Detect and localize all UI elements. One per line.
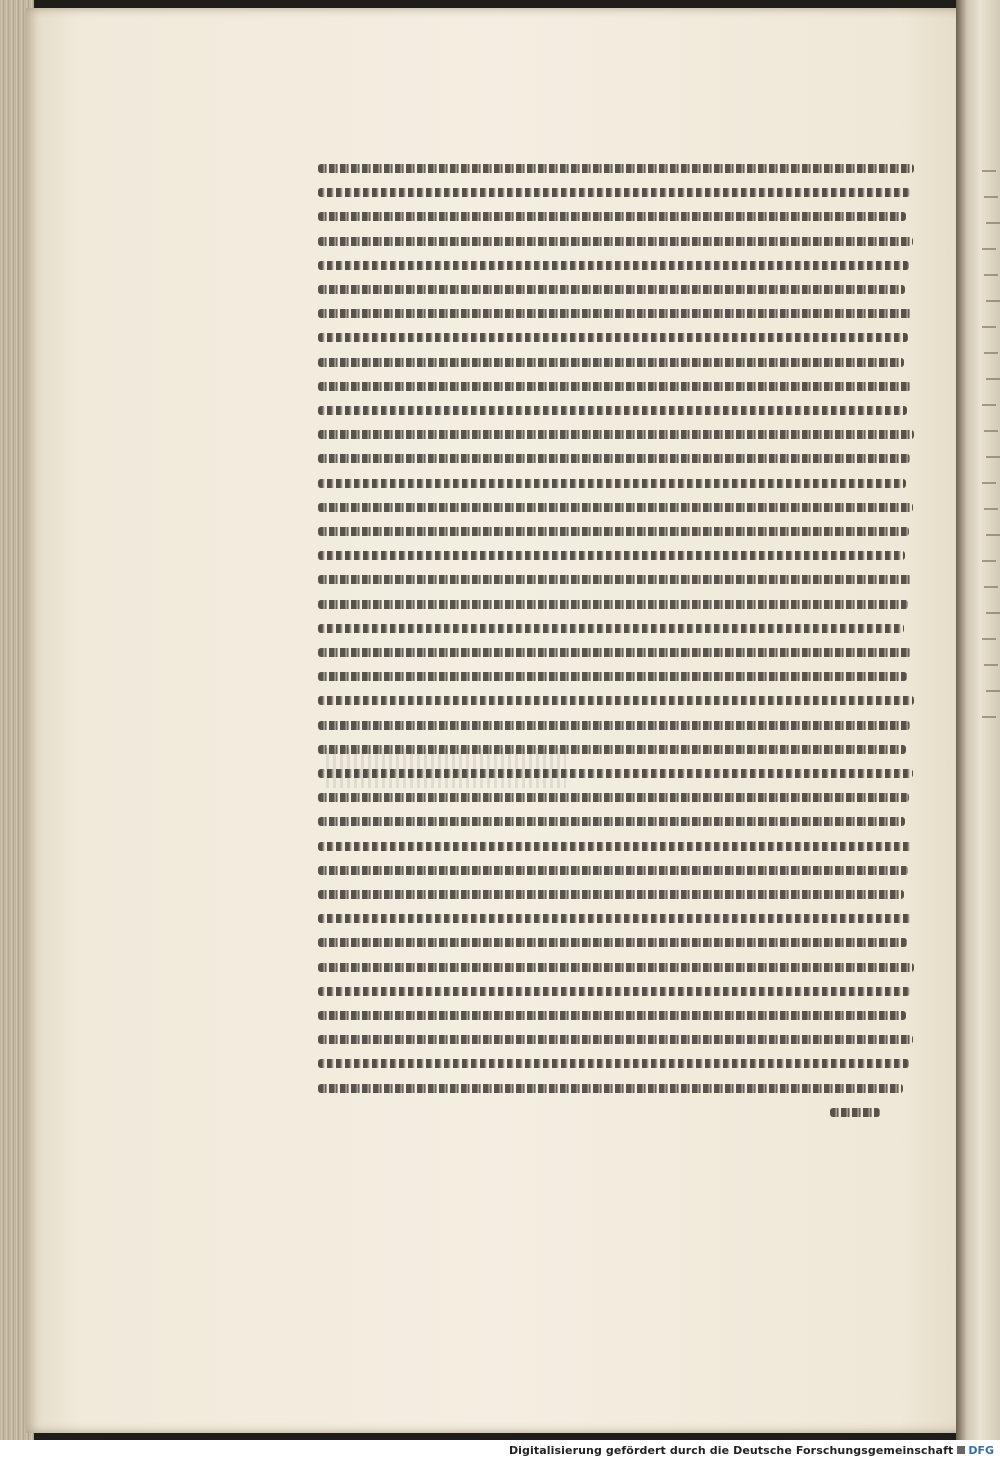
book-gutter <box>956 0 1000 1440</box>
text-line <box>830 1108 880 1117</box>
text-line <box>318 333 908 342</box>
facing-page-bleed <box>986 690 1000 692</box>
text-line <box>318 454 910 463</box>
facing-page-bleed <box>984 430 998 432</box>
text-line <box>318 624 904 633</box>
text-line <box>318 237 913 246</box>
facing-page-bleed <box>982 482 996 484</box>
text-line <box>318 866 908 875</box>
text-line <box>318 309 912 318</box>
text-line <box>318 406 907 415</box>
text-line <box>318 890 904 899</box>
facing-page-bleed <box>984 196 998 198</box>
text-line <box>318 648 911 657</box>
facing-page-bleed <box>986 612 1000 614</box>
text-line <box>318 261 909 270</box>
text-line <box>318 358 904 367</box>
text-line <box>318 793 909 802</box>
facing-page-bleed <box>984 586 998 588</box>
facing-page-bleed <box>982 716 996 718</box>
text-line <box>318 914 911 923</box>
text-line <box>318 842 912 851</box>
text-line <box>318 600 908 609</box>
facing-page-bleed <box>982 248 996 250</box>
facing-page-bleed <box>982 170 996 172</box>
text-line <box>318 551 905 560</box>
text-line <box>318 1011 906 1020</box>
text-line <box>318 817 905 826</box>
text-line <box>318 575 912 584</box>
facing-page-bleed <box>984 274 998 276</box>
text-line <box>318 745 906 754</box>
facing-page-bleed <box>986 378 1000 380</box>
text-line <box>318 672 907 681</box>
text-line <box>318 1084 903 1093</box>
dfg-logo-text: DFG <box>968 1443 994 1457</box>
facing-page-bleed <box>986 456 1000 458</box>
text-line <box>318 1059 909 1068</box>
book-page <box>26 8 974 1433</box>
text-line <box>318 527 909 536</box>
text-line <box>318 430 914 439</box>
dfg-logo-mark-icon <box>957 1446 965 1454</box>
greek-text-block <box>318 164 918 1124</box>
footer-credit: Digitalisierung gefördert durch die Deutsche Forschungsgemeinschaft <box>508 1443 954 1457</box>
text-line <box>318 769 913 778</box>
facing-page-bleed <box>982 638 996 640</box>
text-line <box>318 285 905 294</box>
facing-page-bleed <box>986 534 1000 536</box>
facing-page-bleed <box>986 300 1000 302</box>
text-line <box>318 938 907 947</box>
digitization-footer <box>0 1440 1000 1460</box>
text-line <box>318 987 910 996</box>
facing-page-bleed <box>982 404 996 406</box>
facing-page-bleed <box>982 326 996 328</box>
text-line <box>318 721 910 730</box>
text-line <box>318 164 914 173</box>
text-line <box>318 188 910 197</box>
facing-page-bleed <box>984 664 998 666</box>
text-line <box>318 503 913 512</box>
text-line <box>318 479 906 488</box>
facing-page-bleed <box>986 222 1000 224</box>
text-line <box>318 963 914 972</box>
facing-page-bleed <box>984 508 998 510</box>
text-line <box>318 212 906 221</box>
dfg-logo <box>957 1444 994 1457</box>
text-line <box>318 696 914 705</box>
text-line <box>318 382 911 391</box>
facing-page-bleed <box>982 560 996 562</box>
text-line <box>318 1035 913 1044</box>
facing-page-bleed <box>984 352 998 354</box>
